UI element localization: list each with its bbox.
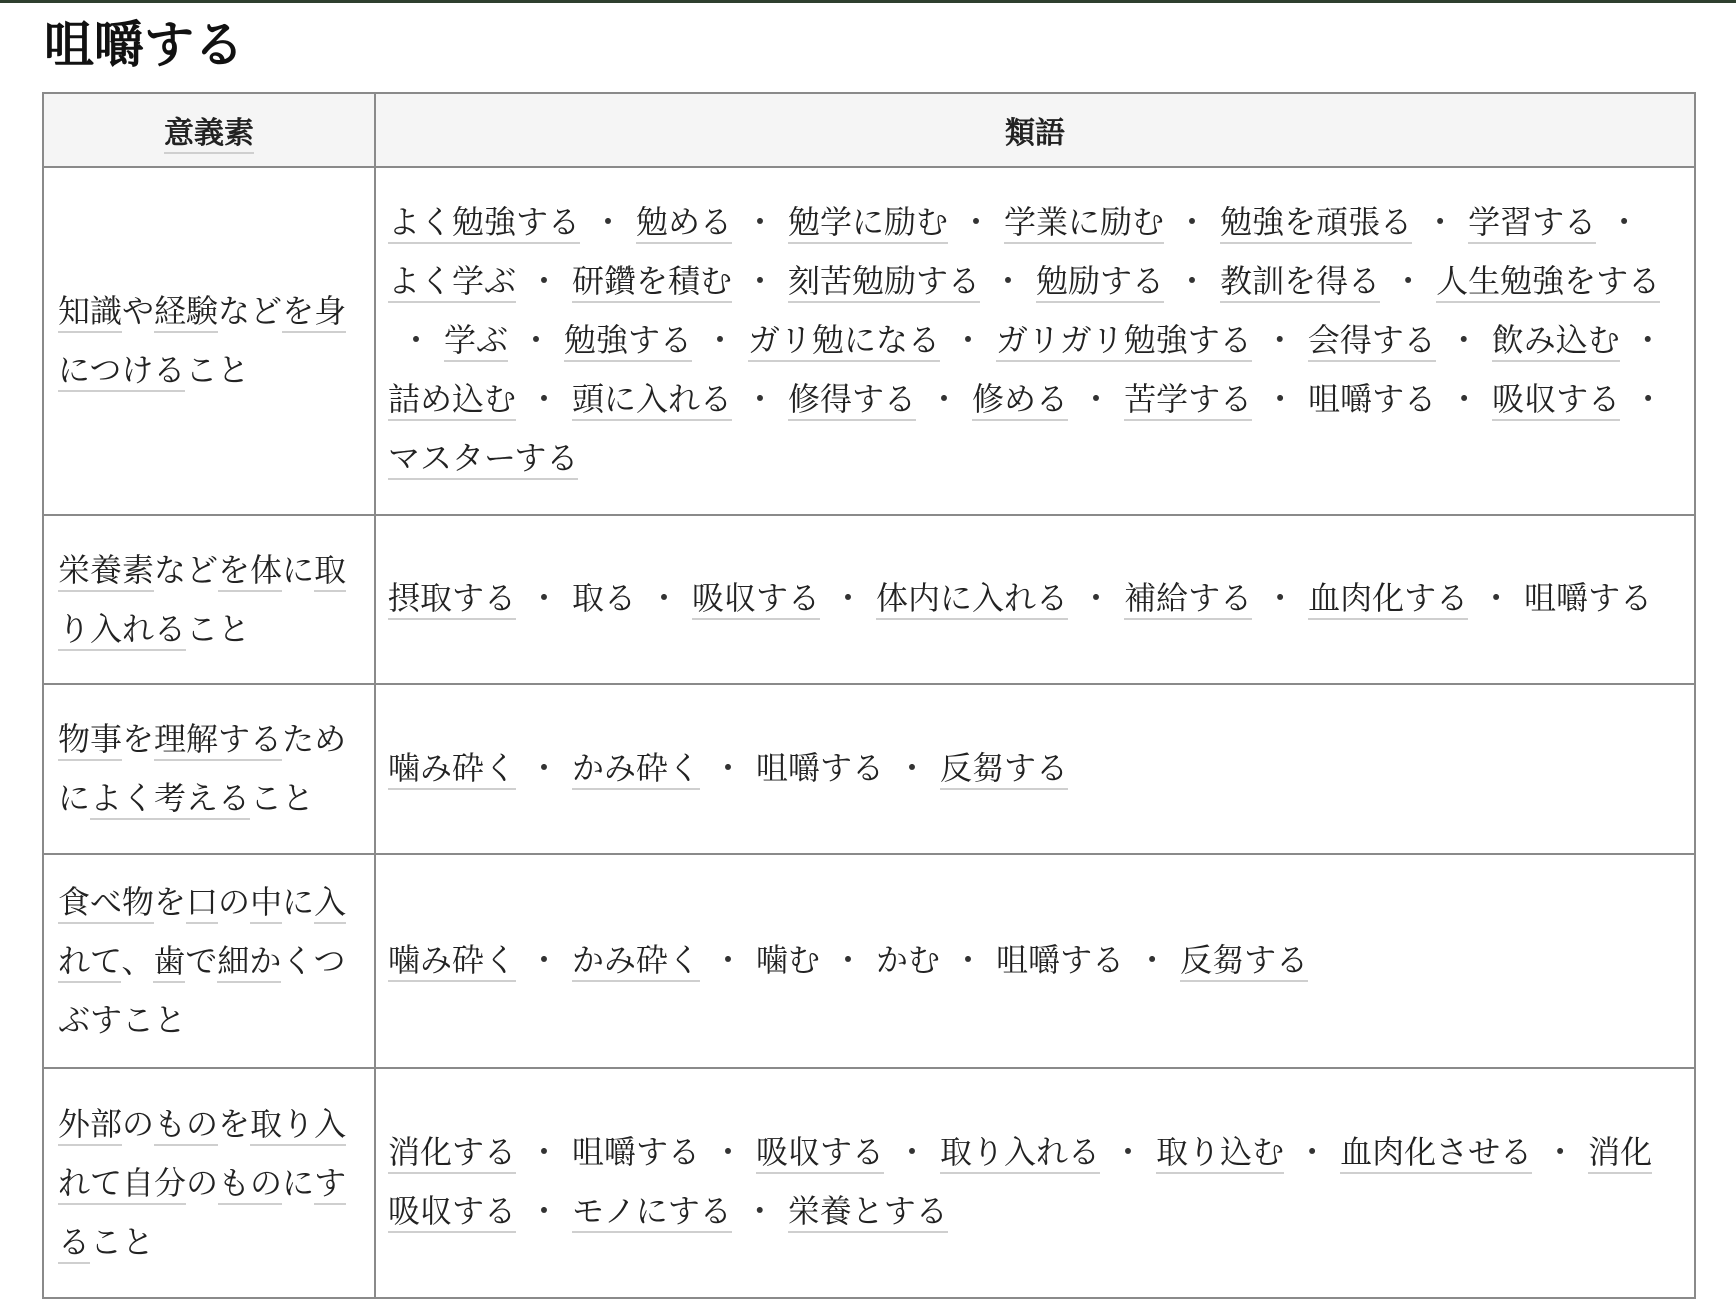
synonyms-cell	[375, 167, 1695, 515]
synonym-link[interactable]: 刻苦勉励する	[788, 262, 980, 303]
meaning-word-link[interactable]: 入れて	[58, 883, 346, 983]
synonym-link[interactable]: 消化吸収する	[388, 1133, 1652, 1233]
synonym-text: 咀嚼する	[1308, 379, 1437, 418]
synonym-link[interactable]: よく勉強する	[388, 203, 580, 244]
meaning-word-link[interactable]: につける	[58, 351, 185, 392]
meaning-word-link[interactable]: 体	[250, 551, 282, 592]
separator-dot: ・	[896, 1133, 929, 1171]
separator-dot: ・	[592, 202, 625, 241]
separator-dot: ・	[528, 261, 561, 300]
meaning-word: 、	[121, 941, 154, 980]
synonym-link[interactable]: 体内に入れる	[876, 579, 1068, 620]
meaning-word-link[interactable]: する	[218, 720, 282, 761]
separator-dot: ・	[952, 940, 985, 979]
meaning-cell	[43, 167, 375, 515]
synonym-link[interactable]: 取り込む	[1156, 1133, 1284, 1174]
meaning-word: の	[218, 882, 251, 921]
synonym-link[interactable]: 吸収する	[1492, 380, 1620, 421]
meaning-word: や	[122, 292, 155, 330]
synonym-link[interactable]: 頭に入れる	[572, 380, 732, 421]
separator-dot: ・	[648, 579, 681, 617]
separator-dot: ・	[704, 320, 737, 359]
meaning-word-link[interactable]: 栄養素	[58, 551, 154, 592]
separator-dot: ・	[1632, 379, 1665, 418]
separator-dot: ・	[528, 748, 561, 787]
separator-dot: ・	[992, 261, 1025, 300]
separator-dot: ・	[1136, 940, 1169, 979]
synonym-link[interactable]: 勉強を頑張る	[1220, 203, 1412, 244]
synonym-text: 咀嚼する	[996, 940, 1125, 979]
meaning-word: くつぶす	[58, 941, 346, 1039]
synonym-link[interactable]: 補給する	[1124, 579, 1252, 620]
separator-dot: ・	[1392, 261, 1425, 300]
meaning-word-link[interactable]: もの	[218, 1164, 282, 1205]
meaning-word-link[interactable]: よく	[90, 779, 154, 820]
separator-dot: ・	[528, 940, 561, 979]
synonym-link[interactable]: ガリガリ勉強する	[996, 321, 1252, 362]
separator-dot: ・	[1176, 202, 1209, 241]
synonym-link[interactable]: 修める	[972, 380, 1068, 421]
separator-dot: ・	[1264, 579, 1297, 617]
synonyms-cell	[375, 1068, 1695, 1298]
synonym-table	[42, 92, 1696, 1299]
meaning-word: など	[154, 550, 219, 589]
separator-dot: ・	[1296, 1133, 1329, 1171]
header-meaning	[43, 93, 375, 167]
meaning-word-link[interactable]: 食べ物	[58, 883, 154, 924]
meaning-word-link[interactable]: 取り入れて	[58, 1105, 346, 1205]
synonym-link[interactable]: 摂取する	[388, 579, 516, 620]
synonym-link[interactable]: 勉強する	[564, 321, 692, 362]
synonym-link[interactable]: ガリ勉になる	[748, 321, 940, 362]
separator-dot: ・	[832, 579, 865, 617]
synonym-link[interactable]: 血肉化させる	[1340, 1133, 1532, 1174]
separator-dot: ・	[744, 202, 777, 241]
table-row	[43, 167, 1695, 515]
meaning-word-link[interactable]: 理解	[154, 720, 218, 761]
separator-dot: ・	[960, 202, 993, 241]
synonym-link[interactable]: よく学ぶ	[388, 262, 516, 303]
separator-dot: ・	[1263, 320, 1296, 359]
synonym-link[interactable]: 吸収する	[756, 1133, 884, 1174]
meaning-word-link[interactable]: 中	[250, 883, 282, 924]
meaning-word: を	[122, 720, 155, 758]
meaning-word-link[interactable]: 細か	[217, 942, 281, 983]
synonym-link[interactable]: 血肉化する	[1308, 579, 1468, 620]
separator-dot: ・	[1608, 202, 1641, 241]
meaning-word-link[interactable]: を	[282, 292, 314, 333]
table-row	[43, 684, 1695, 854]
meaning-word: に	[282, 550, 315, 589]
synonym-link[interactable]: 反芻する	[1180, 941, 1308, 982]
table-header-row	[43, 93, 1695, 167]
meaning-word-link[interactable]: 取り入れる	[58, 551, 346, 651]
separator-dot: ・	[743, 1192, 776, 1230]
meaning-word-link[interactable]: 身	[314, 292, 346, 333]
meaning-word: こと	[90, 1222, 155, 1261]
synonym-text: 噛む	[756, 940, 821, 979]
synonyms-cell	[375, 684, 1695, 854]
separator-dot: ・	[832, 940, 865, 979]
separator-dot: ・	[896, 748, 929, 787]
synonym-link[interactable]: 吸収する	[692, 579, 820, 620]
synonym-link[interactable]: 苦学する	[1124, 380, 1252, 421]
meaning-cell	[43, 854, 375, 1068]
separator-dot: ・	[528, 1133, 561, 1171]
meaning-word-link[interactable]: 考える	[154, 779, 250, 820]
separator-dot: ・	[712, 748, 745, 787]
synonym-link[interactable]: 噛み砕く	[388, 941, 516, 982]
table-row	[43, 515, 1695, 684]
synonym-link[interactable]: 栄養とする	[788, 1192, 948, 1233]
separator-dot: ・	[1631, 320, 1664, 359]
synonym-link[interactable]: 学ぶ	[444, 321, 508, 362]
meaning-word-link[interactable]: 口	[186, 883, 218, 924]
synonym-link[interactable]: かみ砕く	[572, 941, 700, 982]
synonym-link[interactable]: 学業に励む	[1004, 203, 1164, 244]
meaning-word: こと	[186, 609, 251, 648]
synonyms-cell	[375, 854, 1695, 1068]
separator-dot: ・	[1424, 202, 1457, 241]
separator-dot: ・	[1480, 579, 1513, 617]
meaning-word-link[interactable]: 物事	[58, 720, 122, 761]
synonym-link[interactable]: 消化する	[388, 1133, 516, 1174]
meaning-word: で	[185, 941, 218, 980]
synonym-link[interactable]: 学習する	[1468, 203, 1596, 244]
top-divider	[0, 0, 1736, 3]
meaning-word-link[interactable]: 歯	[153, 942, 185, 983]
header-meaning-label[interactable]: 意義素	[164, 116, 254, 154]
synonym-link[interactable]: 勉学に励む	[788, 203, 948, 244]
separator-dot: ・	[528, 579, 561, 617]
synonym-link[interactable]: 反芻する	[940, 749, 1068, 790]
separator-dot: ・	[744, 379, 777, 418]
synonym-text: 咀嚼する	[572, 1133, 701, 1171]
separator-dot: ・	[928, 379, 961, 418]
separator-dot: ・	[744, 261, 777, 300]
separator-dot: ・	[399, 320, 432, 359]
meaning-word: に	[282, 1163, 315, 1202]
synonym-link[interactable]: 修得する	[788, 380, 916, 421]
meaning-word-link[interactable]: 自分	[122, 1164, 186, 1205]
meaning-word: に	[58, 779, 91, 817]
meaning-word: こと	[122, 1000, 187, 1039]
separator-dot: ・	[1448, 379, 1481, 418]
meaning-word: こと	[250, 779, 315, 817]
separator-dot: ・	[528, 1192, 561, 1230]
synonym-link[interactable]: 噛み砕く	[388, 749, 516, 790]
separator-dot: ・	[1264, 379, 1297, 418]
synonym-link[interactable]: モノにする	[572, 1192, 732, 1233]
synonym-link[interactable]: 勉励する	[1036, 262, 1164, 303]
synonym-link[interactable]: 取り入れる	[940, 1133, 1100, 1174]
meaning-cell	[43, 515, 375, 684]
meaning-word: を	[218, 1104, 251, 1143]
separator-dot: ・	[1544, 1133, 1577, 1171]
meaning-word-link[interactable]: する	[58, 1164, 346, 1264]
meaning-word-link[interactable]: 経験	[154, 292, 218, 333]
separator-dot: ・	[528, 379, 561, 418]
synonym-link[interactable]: 詰め込む	[388, 380, 516, 421]
synonym-link[interactable]: かみ砕く	[572, 749, 700, 790]
synonym-link[interactable]: 人生勉強をする	[1436, 262, 1660, 303]
synonym-text: 咀嚼する	[756, 748, 885, 787]
separator-dot: ・	[1080, 579, 1113, 617]
synonym-link[interactable]: マスターする	[388, 439, 578, 480]
meaning-word-link[interactable]: 外部	[58, 1105, 122, 1146]
separator-dot: ・	[952, 320, 985, 359]
meaning-word: の	[122, 1104, 155, 1143]
meaning-word: など	[218, 292, 283, 330]
meaning-word: の	[186, 1163, 219, 1202]
separator-dot: ・	[1112, 1133, 1145, 1171]
table-row	[43, 1068, 1695, 1298]
meaning-word: こと	[185, 351, 250, 389]
separator-dot: ・	[712, 1133, 745, 1171]
meaning-word-link[interactable]: もの	[154, 1105, 218, 1146]
header-synonyms	[375, 93, 1695, 167]
synonym-text: 取る	[572, 579, 637, 617]
separator-dot: ・	[712, 940, 745, 979]
meaning-word: を	[154, 882, 187, 921]
table-row	[43, 854, 1695, 1068]
header-synonyms-label: 類語	[1005, 116, 1065, 151]
separator-dot: ・	[1447, 320, 1480, 359]
meaning-word-link[interactable]: 知識	[58, 292, 122, 333]
synonym-link[interactable]: 会得する	[1308, 321, 1436, 362]
page-title: 咀嚼する	[44, 16, 244, 74]
meaning-word: に	[282, 882, 315, 921]
separator-dot: ・	[1080, 379, 1113, 418]
synonym-text: 咀嚼する	[1524, 579, 1653, 617]
meaning-cell	[43, 684, 375, 854]
synonym-text: かむ	[876, 940, 941, 979]
synonym-link[interactable]: 研鑽を積む	[572, 262, 732, 303]
separator-dot: ・	[1176, 261, 1209, 300]
meaning-word-link[interactable]: を	[218, 551, 250, 592]
synonym-link[interactable]: 教訓を得る	[1220, 262, 1380, 303]
synonym-link[interactable]: 飲み込む	[1492, 321, 1620, 362]
synonym-link[interactable]: 勉める	[636, 203, 732, 244]
meaning-cell	[43, 1068, 375, 1298]
synonyms-cell	[375, 515, 1695, 684]
separator-dot: ・	[520, 320, 553, 359]
meaning-word: ため	[282, 720, 347, 758]
